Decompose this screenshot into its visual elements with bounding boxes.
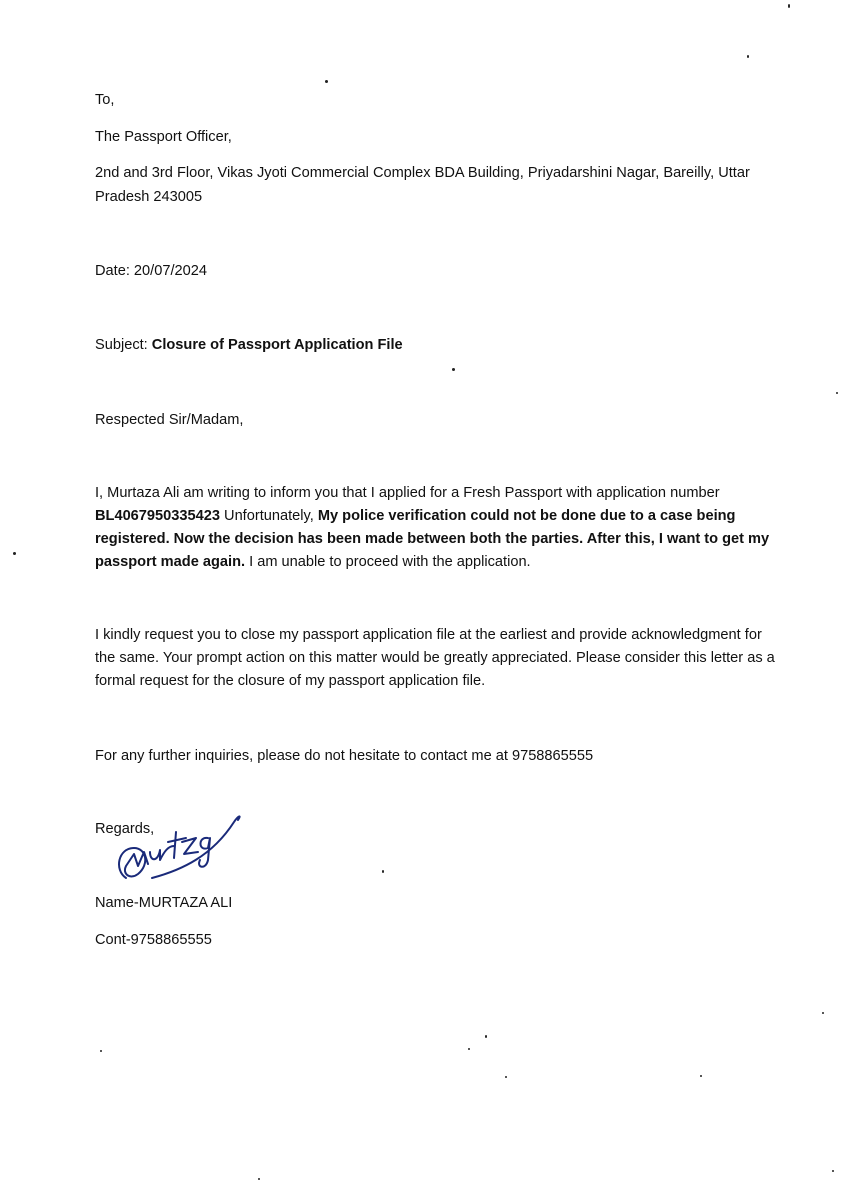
- salutation-to: To,: [95, 92, 115, 108]
- scan-speck: [100, 1050, 102, 1052]
- body1-end: I am unable to proceed with the application.: [245, 554, 531, 570]
- body-paragraph-3: For any further inquiries, please do not hesitate to contact me at 9758865555: [95, 748, 594, 764]
- subject-label: Subject:: [95, 337, 152, 353]
- scan-speck: [468, 1048, 470, 1050]
- scan-speck: [836, 392, 838, 394]
- scan-speck: [13, 552, 16, 555]
- scan-speck: [700, 1075, 702, 1077]
- signatory-name: Name-MURTAZA ALI: [95, 895, 233, 911]
- body1-mid: Unfortunately,: [219, 508, 318, 524]
- contact-line: Cont-9758865555: [95, 932, 212, 948]
- subject-text: Closure of Passport Application File: [151, 337, 403, 353]
- letter-date: Date: 20/07/2024: [95, 263, 207, 279]
- body1-bold: My police verification could not be done due to a case being registered. Now the decision has been made between both the parties. After this, I want to get my passport made again.: [95, 508, 770, 570]
- body-paragraph-2: I kindly request you to close my passport application file at the earliest and provide acknowledgment for the same. Your prompt action on this matter would be greatly appreciated. Please consider this letter as a formal request for the closure of my passport application file.: [95, 627, 775, 689]
- scan-speck: [382, 870, 384, 873]
- scan-speck: [747, 55, 749, 58]
- body1-intro: I, Murtaza Ali am writing to inform you that I applied for a Fresh Passport with application number: [95, 485, 720, 501]
- closing: Regards,: [95, 821, 155, 837]
- recipient-title: The Passport Officer,: [95, 129, 232, 145]
- greeting: Respected Sir/Madam,: [95, 412, 244, 428]
- subject-line: [95, 334, 403, 357]
- handwritten-signature: [112, 808, 247, 890]
- scan-speck: [822, 1012, 824, 1014]
- scan-speck: [258, 1178, 260, 1180]
- application-number: BL4067950335423: [95, 508, 220, 524]
- scan-speck: [505, 1076, 507, 1078]
- scan-speck: [485, 1035, 487, 1038]
- scan-speck: [325, 80, 328, 83]
- address-line-2: Pradesh 243005: [95, 189, 203, 205]
- scan-speck: [832, 1170, 834, 1172]
- body-paragraph-1: [95, 482, 785, 574]
- scan-speck: [788, 4, 790, 8]
- address-line-1: 2nd and 3rd Floor, Vikas Jyoti Commercial Complex BDA Building, Priyadarshini Nagar, Bareilly, Uttar: [95, 165, 750, 181]
- scan-speck: [452, 368, 455, 371]
